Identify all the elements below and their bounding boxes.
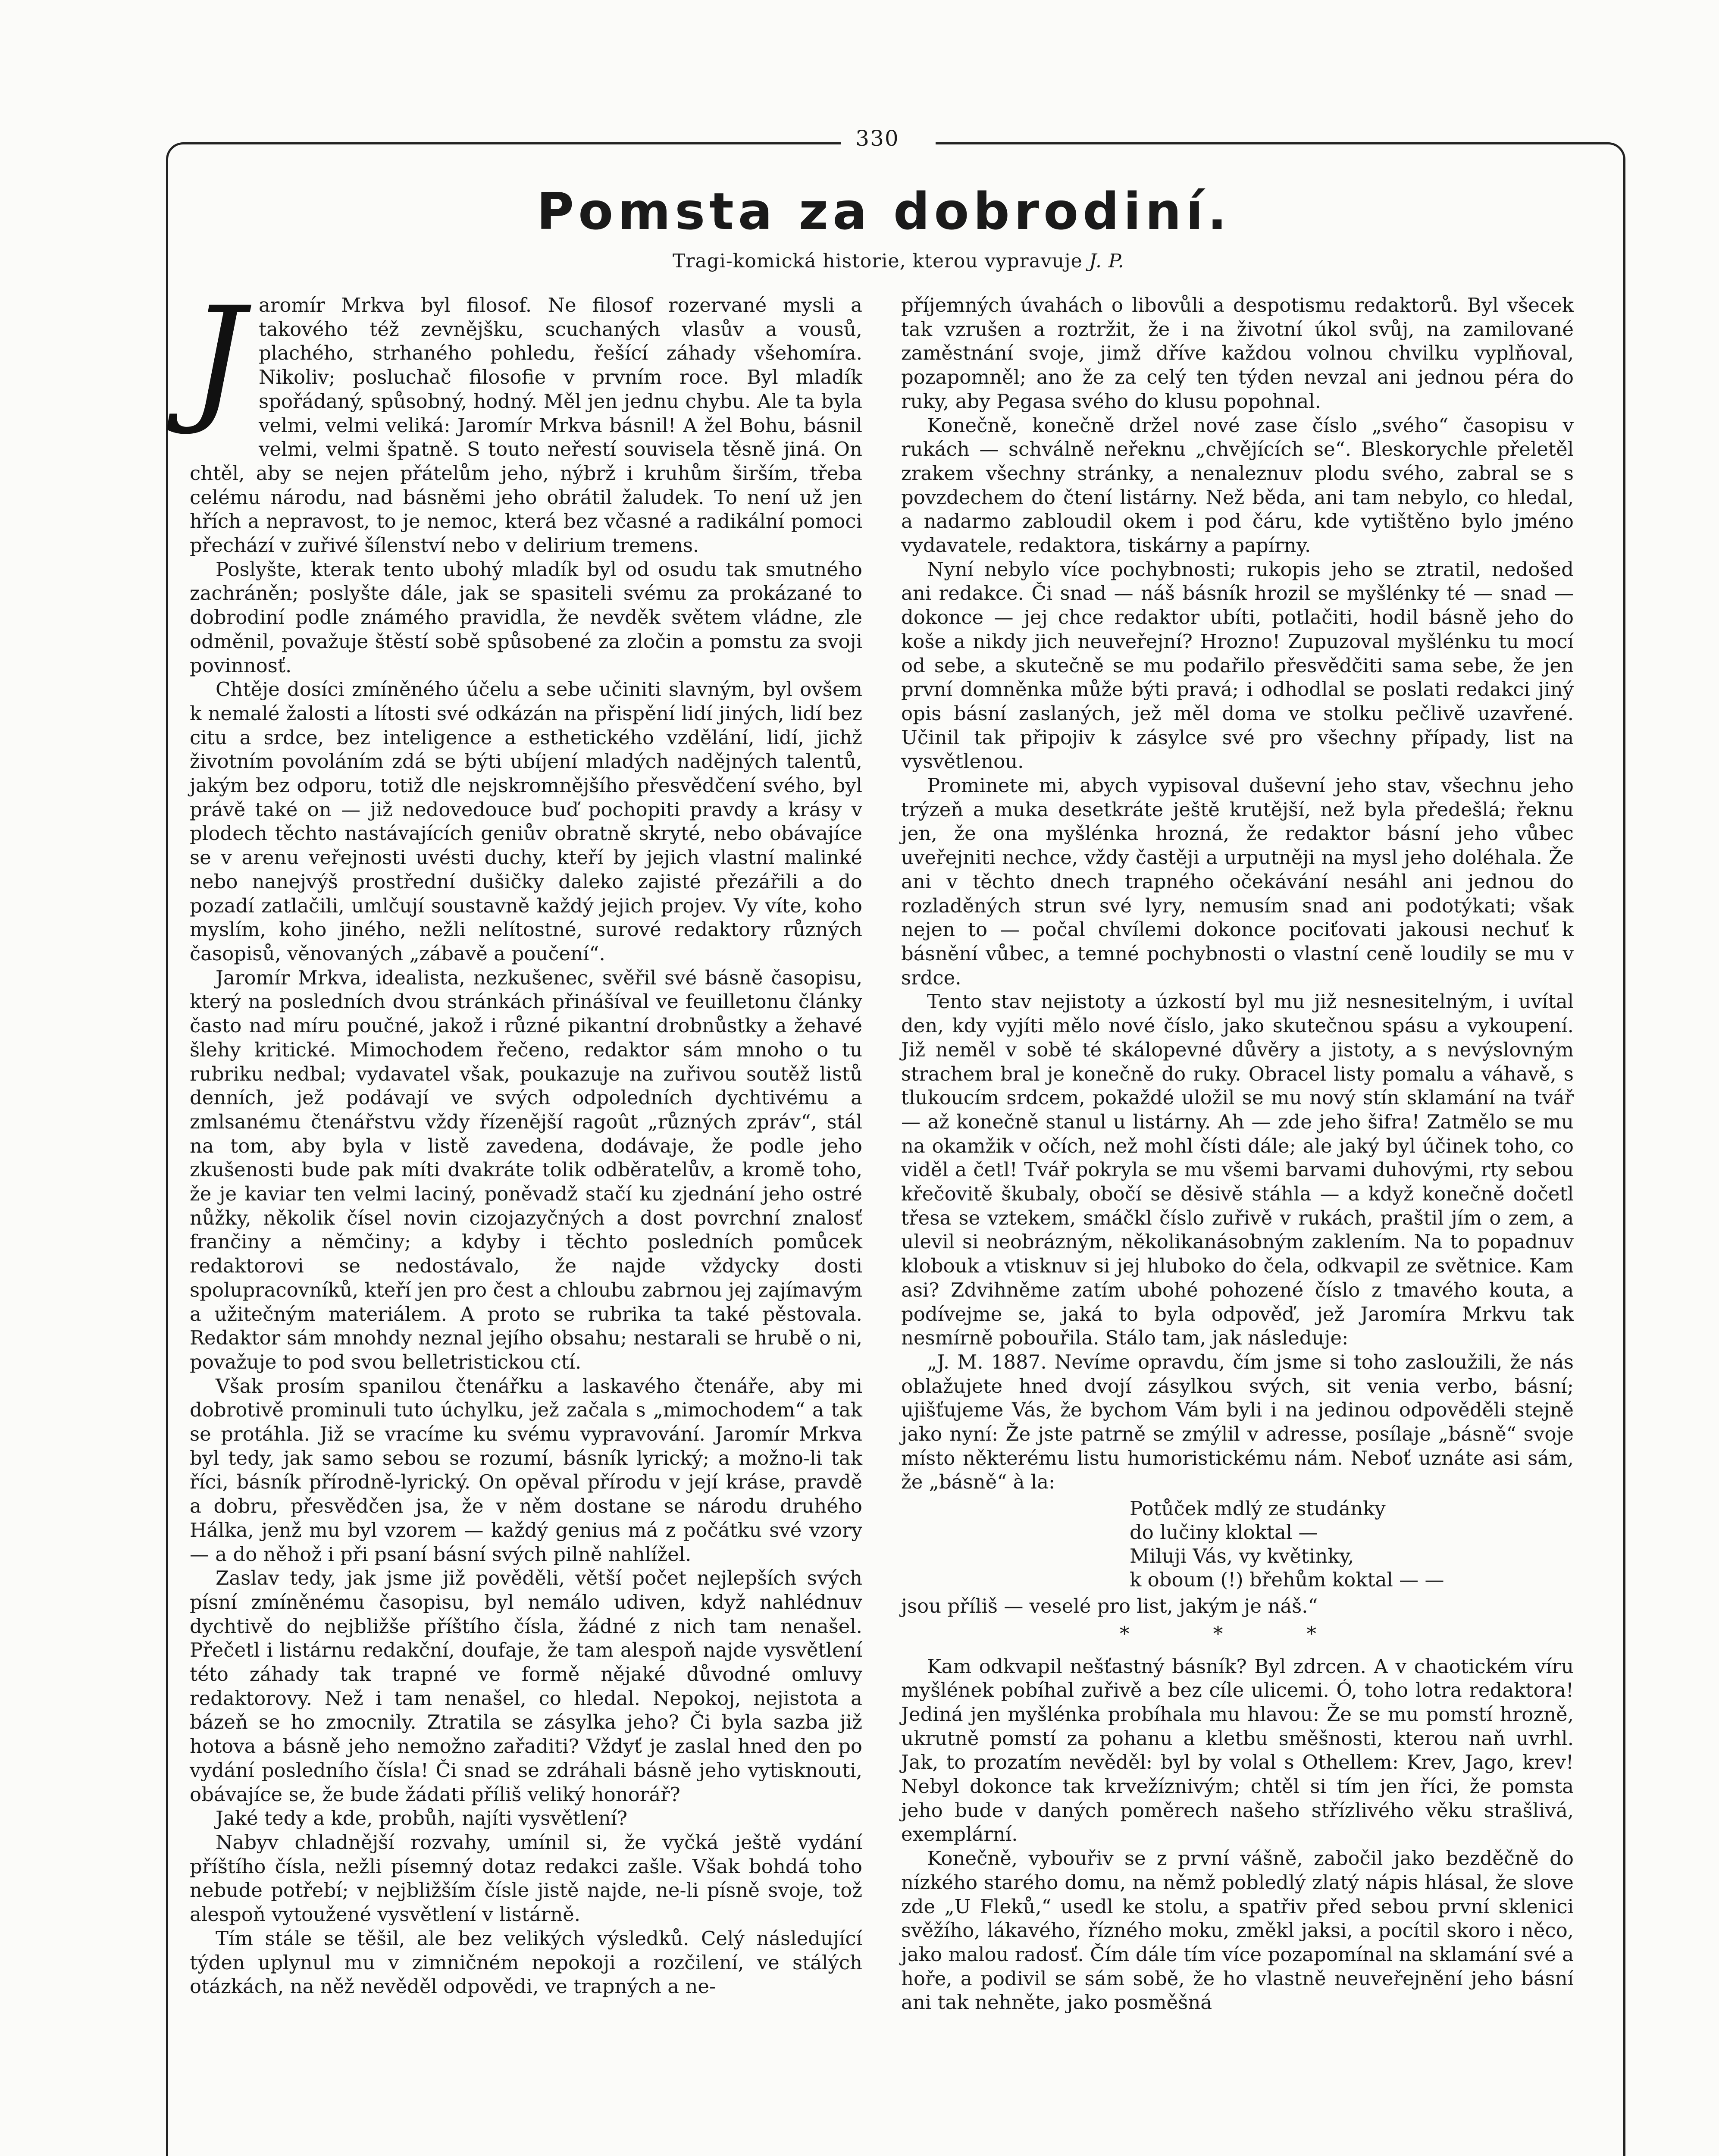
page-number: 330: [855, 126, 899, 151]
paragraph: Kam odkvapil nešťastný básník? Byl zdrcen. A v chaotickém víru myšlének pobíhal zuřivě a bez cíle ulicemi. Ó, toho lotra redaktora! Jediná jen myšlénka probíhala mu hlavou: Že se mu pomstí hrozně, ukrutně pomstí za pohanu a kletbu směšnosti, kterou naň uvrhl. Jak, to prozatím nevěděl: byl by volal s Othellem: Krev, Jago, krev! Nebyl dokonce tak krvežíznivým; chtěl si tím jen říci, že pomsta jeho bude v daných poměrech našeho střízlivého věku strašlivá, exemplární.: [901, 1655, 1574, 1846]
paragraph: Zaslav tedy, jak jsme již pověděli, větší počet nejlepších svých písní zmíněnému časopisu, byl nemálo udiven, když nahlédnuv dychtivě do nejbližše příštího čísla, žádné z nich tam nenašel. Přečetl i listárnu redakční, doufaje, že tam alespoň najde vysvětlení této záhady tak trapné ve formě nějaké důvodné omluvy redaktorovy. Než i tam nenašel, co hledal. Nepokoj, nejistota a bázeň se ho zmocnily. Ztratila se zásylka jeho? Či byla sazba již hotova a básně jeho nemožno zařaditi? Vždyť je zaslal hned den po vydání posledního čísla! Či snad se zdráhali básně jeho vytisknouti, obávajíce se, že bude žádati příliš veliký honorář?: [190, 1567, 862, 1806]
paragraph: příjemných úvahách o libovůli a despotismu redaktorů. Byl všecek tak vzrušen a roztržit, že i na životní úkol svůj, na zamilované zaměstnání svoje, jimž dříve každou volnou chvilku vyplňoval, pozapomněl; ano že za celý ten týden nevzal ani jednou péra do ruky, aby Pegasa svého do klusu popohnal.: [901, 294, 1574, 413]
paragraph: [190, 278, 862, 558]
section-break-stars: * * *: [1119, 1622, 1356, 1645]
paragraph: Jaké tedy a kde, probůh, najíti vysvětlení?: [216, 1807, 628, 1830]
paragraph-text: aromír Mrkva byl filosof. Ne filosof rozervané mysli a takového též zevnějšku, scuchaných vlasův a vousů, plachého, strhaného pohledu, řešící záhady všehomíra. Nikoliv; posluchač filosofie v prvním roce. Byl mladík spořádaný, spůsobný, hodný. Měl jen jednu chybu. Ale ta byla velmi, velmi veliká: Jaromír Mrkva básnil! A žel Bohu, básnil velmi, velmi špatně. S touto neřestí souvisela těsně jiná. On chtěl, aby se nejen přátelům jeho, nýbrž i kruhům širším, třeba celému národu, nad básněmi jeho obrátil žaludek. To není už jen hřích a nepravost, to je nemoc, která bez včasné a radikální pomoci přechází v zuřivé šílenství nebo v delirium tremens.: [190, 294, 862, 557]
poem-line: Potůček mdlý ze studánky: [1130, 1497, 1386, 1520]
poem-line: k oboum (!) břehům koktal — —: [1130, 1568, 1444, 1592]
paragraph: Jaromír Mrkva, idealista, nezkušenec, svěřil své básně časopisu, který na posledních dvou stránkách přinášíval ve feuilletonu články často nad míru poučné, jakož i různé pikantní drobnůstky a žehavé šlehy kritické. Mimochodem řečeno, redaktor sám mnoho o tu rubriku nedbal; vydavatel však, poukazuje na zuřivou soutěž listů denních, jež podávají ve svých odpoledních dychtivému a zmlsanému čtenářstvu vždy řízenější ragoût „různých zpráv“, stál na tom, aby byla v listě zavedena, dodávaje, že podle jeho zkušenosti bude pak míti dvakráte tolik odběratelův, a kromě toho, že je kaviar ten velmi laciný, poněvadž stačí ku zjednání jeho ostré nůžky, několik čísel novin cizojazyčných a dost povrchní znalosť frančiny a němčiny; a kdyby i těchto posledních pomůcek redaktorovi se nedostávalo, že najde vždycky dosti spolupracovníků, kteří jen pro čest a chloubu zabrnou jej zajímavým a užitečným materiálem. A proto se rubrika ta také pěstovala. Redaktor sám mnohdy neznal jejího obsahu; nestarali se hrubě o ni, považuje to pod svou belletristickou ctí.: [190, 966, 862, 1373]
paragraph: Poslyšte, kterak tento ubohý mladík byl od osudu tak smutného zachráněn; poslyšte dále, jak se spasiteli svému za prokázané to dobrodiní podle známého pravidla, že nevděk světem vládne, zle odměnil, považuje štěstí sobě spůsobené za zločin a pomstu za svoji povinnosť.: [190, 558, 862, 677]
subtitle-author: J. P.: [1089, 250, 1124, 272]
poem-quote: [1130, 1497, 1574, 1592]
paragraph: Chtěje dosíci zmíněného účelu a sebe učiniti slavným, byl ovšem k nemalé žalosti a lítosti své odkázán na přispění lidí jiných, lidí bez citu a srdce, bez inteligence a esthetického vzdělání, lidí, jichž životním povoláním zdá se býti ubíjení mladých nadějných talentů, jakým bez odporu, totiž dle nejskromnějšího přesvědčení svého, byl právě také on — již nedovedouce buď pochopiti pravdy a krásy v plodech těchto nastávajících geniův obratně skryté, nebo obávajíce se v arenu veřejnosti uvésti duchy, kteří by jejich vlastní malinké nebo nanejvýš prostřední dušičky daleko zajisté přezářili a do pozadí zatlačili, umlčují soustavně každý jejich projev. Vy víte, koho myslím, koho jiného, nežli nelítostné, surové redaktory různých časopisů, věnovaných „zábavě a poučení“.: [190, 678, 862, 965]
paragraph: „J. M. 1887. Nevíme opravdu, čím jsme si toho zasloužili, že nás oblažujete hned dvojí zásylkou svých, sit venia verbo, básní; ujišťujeme Vás, že bychom Vám byli i na jedinou odpověděli stejně jako nyní: Že jste patrně se zmýlil v adresse, posílaje „básně“ svoje místo některému listu humoristickému nám. Neboť uznáte asi sám, že „básně“ à la:: [901, 1350, 1574, 1494]
paragraph: Prominete mi, abych vypisoval duševní jeho stav, všechnu jeho trýzeň a muka desetkráte ještě krutější, než byla předešlá; řeknu jen, že ona myšlénka hrozná, že redaktor básní jeho vůbec uveřejniti nechce, vždy častěji a urputněji na mysl jeho doléhala. Že ani v těchto dnech trapného očekávání nesáhl ani jednou do rozladěných strun své lyry, nemusím snad ani podotýkati; však nejen to — počal chvílemi dokonce pociťovati jakousi nechuť k básnění vůbec, a temné pochybnosti o vlastní ceně loudily se mu v srdce.: [901, 774, 1574, 989]
article-title: Pomsta za dobrodiní.: [536, 182, 1231, 241]
paragraph: Tento stav nejistoty a úzkostí byl mu již nesnesitelným, i uvítal den, kdy vyjíti mělo nové číslo, jako skutečnou spásu a vykoupení. Již neměl v sobě té skálopevné důvěry a jistoty, a s nevýslovným strachem bral je konečně do ruky. Obracel listy pomalu a váhavě, s tlukoucím srdcem, pokaždé uložil se mu nový stín sklamání na tvář — až konečně stanul u listárny. Ah — zde jeho šifra! Zatmělo se mu na okamžik v očích, než mohl čísti dále; ale jaký byl účinek toho, co viděl a četl! Tvář pokryla se mu všemi barvami duhovými, rty sebou křečovitě škubaly, obočí se děsivě stáhla — a když konečně dočetl třesa se vztekem, smáčkl číslo zuřivě v rukách, praštil jím o zem, a ulevil si neobrázným, několikanásobným zaklením. Na to popadnuv klobouk a vtisknuv si jej hluboko do čela, odkvapil ze světnice. Kam asi? Zdvihněme zatím ubohé pohozené číslo z tmavého kouta, a podívejme se, jaká to byla odpověď, jež Jaromíra Mrkvu tak nesmírně pobouřila. Stálo tam, jak následuje:: [901, 990, 1574, 1350]
drop-cap: J: [190, 278, 245, 438]
poem-line: do lučiny kloktal —: [1130, 1521, 1318, 1544]
paragraph: Tím stále se těšil, ale bez velikých výsledků. Celý následující týden uplynul mu v zimničném nepokoji a rozčilení, ve stálých otázkách, na něž nevěděl odpovědi, ve trapných a ne-: [190, 1927, 862, 1998]
paragraph: Konečně, vybouřiv se z první vášně, zabočil jako bezděčně do nízkého starého domu, na němž pobledlý zlatý nápis hlásal, že slove zde „U Fleků,“ usedl ke stolu, a spatřiv před sebou první sklenici svěžího, lákavého, řízného moku, změkl jaksi, a pocítil skoro i něco, jako malou radosť. Čím dále tím více pozapomínal na sklamání své a hoře, a podivil se sám sobě, že ho vlastně neuveřejnění jeho básní ani tak nehněte, jako posměšná: [901, 1847, 1574, 2014]
article-subtitle: [673, 250, 1190, 272]
paragraph: Konečně, konečně držel nové zase číslo „svého“ časopisu v rukách — schválně neřeknu „chvějících se“. Bleskorychle přeletěl zrakem všechny stránky, a nenaleznuv plodu svého, zabral se s povzdechem do čtení listárny. Než běda, ani tam nebylo, co hledal, a nadarmo zabloudil okem i pod čáru, kde vytištěno bylo jméno vydavatele, redaktora, tiskárny a papírny.: [901, 414, 1574, 557]
paragraph: Však prosím spanilou čtenářku a laskavého čtenáře, aby mi dobrotivě prominuli tuto úchylku, jež začala s „mimochodem“ a tak se protáhla. Již se vracíme ku svému vypravování. Jaromír Mrkva byl tedy, jak samo sebou se rozumí, básník lyrický; a možno-li tak říci, básník přírodně-lyrický. On opěval přírodu v její kráse, pravdě a dobru, přesvědčen jsa, že v něm dostane se národu druhého Hálka, jenž mu byl vzorem — každý genius má z počátku své vzory — a do něhož i při psaní básní svých pilně nahlížel.: [190, 1374, 862, 1566]
right-column: [901, 293, 1574, 2015]
paragraph: Nabyv chladnější rozvahy, umínil si, že vyčká ještě vydání příštího čísla, nežli písemný dotaz redakci zašle. Však bohdá toho nebude potřebí; v nejbližším čísle jistě najde, ne-li písně svoje, tož alespoň vytoužené vysvětlení v listárně.: [190, 1831, 862, 1926]
paragraph: jsou příliš — veselé pro list, jakým je náš.“: [901, 1595, 1318, 1618]
paragraph: Nyní nebylo více pochybnosti; rukopis jeho se ztratil, nedošed ani redakce. Či snad — náš básník hrozil se myšlénky té — snad — dokonce — jej chce redaktor ubíti, potlačiti, hodil básně jeho do koše a nikdy jich neuveřejní? Hrozno! Zupuzoval myšlénku tu mocí od sebe, a skutečně se mu podařilo přesvědčiti sama sebe, že jen první domněnka může býti pravá; i odhodlal se poslati redakci jiný opis básní zaslaných, jež měl doma ve stolku pečlivě uzavřené. Učinil tak připojiv k zásylce své pro všechny případy, list na vysvětlenou.: [901, 558, 1574, 773]
poem-line: Miluji Vás, vy květinky,: [1130, 1545, 1354, 1568]
left-column: [190, 278, 862, 1999]
subtitle-text: Tragi-komická historie, kterou vypravuje: [673, 250, 1083, 272]
